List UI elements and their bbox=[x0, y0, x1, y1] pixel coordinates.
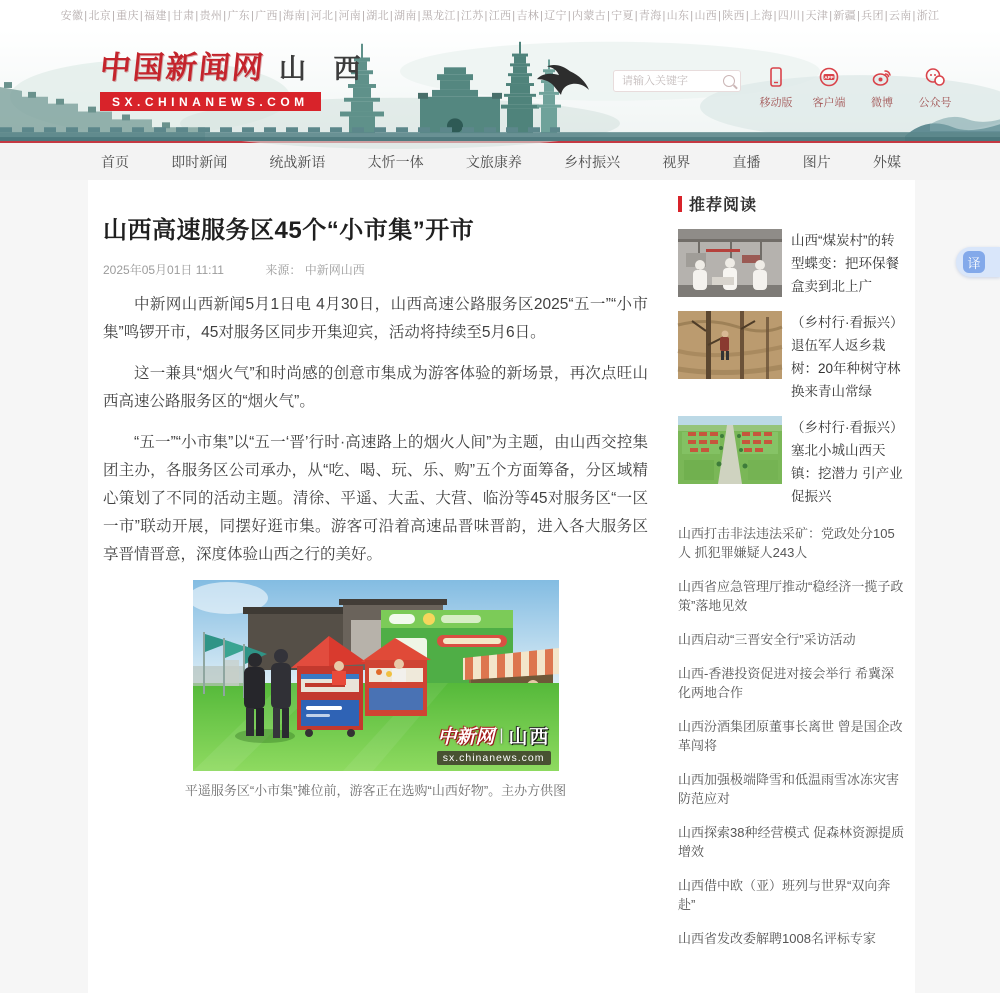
province-link[interactable]: 山西 bbox=[694, 10, 718, 22]
province-link[interactable]: 浙江 bbox=[916, 10, 940, 22]
watermark-region: 山西 bbox=[508, 727, 551, 748]
province-link[interactable]: 湖南 bbox=[394, 10, 417, 22]
section-accent-bar bbox=[678, 196, 682, 212]
weibo-icon bbox=[871, 66, 893, 88]
search-input[interactable] bbox=[622, 75, 723, 87]
province-link[interactable]: 内蒙古 bbox=[572, 10, 606, 22]
province-link[interactable]: 安徽 bbox=[60, 10, 84, 22]
watermark-logo: 中新网 bbox=[437, 727, 495, 748]
featured-thumbnail bbox=[678, 229, 782, 297]
app-icon bbox=[818, 66, 840, 88]
article-figure bbox=[193, 580, 559, 771]
featured-title: （乡村行·看振兴）塞北小城山西天镇：挖潜力 引产业 促振兴 bbox=[791, 420, 904, 504]
article-paragraph: 这一兼具“烟火气”和时尚感的创意市集成为游客体验的新场景，再次点旺山西高速公路服务区的“烟火气”。 bbox=[103, 365, 648, 410]
province-link[interactable]: 青海 bbox=[638, 10, 662, 22]
province-link[interactable]: 新疆 bbox=[833, 10, 856, 22]
forest-veteran-thumb bbox=[678, 311, 782, 379]
article-body bbox=[103, 291, 648, 569]
sidebar-link[interactable]: 山西探索38种经营模式 促森林资源提质增效 bbox=[678, 825, 905, 859]
province-link[interactable]: 辽宁 bbox=[544, 10, 567, 22]
quick-link-label: 客户端 bbox=[812, 97, 846, 109]
province-link[interactable]: 黑龙江 bbox=[421, 10, 456, 22]
content-area bbox=[88, 180, 915, 993]
nav-item[interactable]: 图片 bbox=[802, 153, 831, 170]
sidebar-link[interactable]: 山西启动“三晋安全行”采访活动 bbox=[678, 632, 856, 647]
article-paragraph: 中新网山西新闻5月1日电 4月30日，山西高速公路服务区2025“五一”“小市集”鸣锣开市，45对服务区同步开集迎宾，活动将持续至5月6日。 bbox=[103, 296, 648, 341]
sidebar-link[interactable]: 山西打击非法违法采矿：党政处分105人 抓犯罪嫌疑人243人 bbox=[678, 526, 895, 560]
province-link[interactable]: 甘肃 bbox=[171, 10, 195, 22]
featured-thumbnail bbox=[678, 416, 782, 484]
article-title: 山西高速服务区45个“小市集”开市 bbox=[103, 217, 475, 244]
province-link[interactable]: 上海 bbox=[750, 10, 773, 22]
featured-item[interactable] bbox=[678, 416, 905, 508]
article-meta bbox=[103, 261, 648, 278]
site-banner bbox=[0, 30, 1000, 143]
logo-domain-badge: SX.CHINANEWS.COM bbox=[100, 92, 321, 111]
nav-item[interactable]: 即时新闻 bbox=[171, 153, 228, 170]
nav-item[interactable]: 首页 bbox=[101, 153, 129, 170]
province-links: 安徽|北京|重庆|福建|甘肃|贵州|广东|广西|海南|河北|河南|湖北|湖南|黑龙江|江苏|江西|吉林|辽宁|内蒙古|宁夏|青海|山东|山西|陕西|上海|四川|天津|新疆|兵团|云南|浙江 bbox=[60, 10, 940, 22]
article-source: 中新网山西 bbox=[304, 263, 365, 277]
translate-button[interactable] bbox=[956, 247, 1000, 277]
mobile-version-button[interactable] bbox=[758, 66, 794, 110]
sidebar-link[interactable]: 山西省发改委解聘1008名评标专家 bbox=[678, 931, 876, 946]
quick-link-label: 公众号 bbox=[918, 97, 952, 109]
photo-watermark bbox=[437, 722, 551, 765]
aerial-village-thumb bbox=[678, 416, 782, 484]
province-link[interactable]: 河北 bbox=[310, 10, 334, 22]
wechat-official-button[interactable] bbox=[917, 66, 953, 110]
province-link[interactable]: 湖北 bbox=[366, 10, 389, 22]
province-link[interactable]: 兵团 bbox=[861, 10, 884, 22]
province-link[interactable]: 海南 bbox=[282, 10, 306, 22]
province-link[interactable]: 四川 bbox=[777, 10, 801, 22]
featured-title: 山西“煤炭村”的转型蝶变：把环保餐盒卖到北上广 bbox=[791, 233, 899, 294]
nav-item[interactable]: 外媒 bbox=[872, 153, 901, 170]
logo-wordmark: 中国新闻网 bbox=[98, 50, 267, 85]
sidebar-link[interactable]: 山西省应急管理厅推动“稳经济一揽子政策”落地见效 bbox=[678, 579, 904, 613]
sidebar-link[interactable]: 山西加强极端降雪和低温雨雪冰冻灾害防范应对 bbox=[678, 772, 900, 806]
featured-item[interactable] bbox=[678, 229, 905, 298]
logo-region: 山 西 bbox=[279, 54, 371, 84]
province-link[interactable]: 重庆 bbox=[116, 10, 139, 22]
wechat-icon bbox=[924, 66, 946, 88]
province-link[interactable]: 江苏 bbox=[460, 10, 484, 22]
province-link[interactable]: 宁夏 bbox=[611, 10, 634, 22]
province-link[interactable]: 北京 bbox=[88, 10, 112, 22]
nav-item[interactable]: 乡村振兴 bbox=[564, 153, 621, 170]
watermark-domain: sx.chinanews.com bbox=[437, 751, 551, 765]
translate-icon: 译 bbox=[963, 251, 985, 273]
province-link[interactable]: 山东 bbox=[666, 10, 690, 22]
province-link[interactable]: 广西 bbox=[255, 10, 278, 22]
featured-list bbox=[678, 229, 905, 508]
factory-workers-thumb bbox=[678, 229, 782, 297]
article bbox=[88, 180, 656, 963]
province-link[interactable]: 河南 bbox=[338, 10, 362, 22]
province-link[interactable]: 贵州 bbox=[199, 10, 223, 22]
province-link[interactable]: 天津 bbox=[805, 10, 829, 22]
article-date: 2025年05月01日 11:11 bbox=[103, 263, 224, 277]
province-link[interactable]: 云南 bbox=[888, 10, 912, 22]
featured-item[interactable] bbox=[678, 311, 905, 403]
svg-text:APP: APP bbox=[824, 74, 834, 80]
nav-item[interactable]: 文旅康养 bbox=[465, 153, 522, 170]
weibo-button[interactable] bbox=[864, 66, 900, 110]
main-nav bbox=[87, 143, 915, 180]
province-link[interactable]: 江西 bbox=[488, 10, 512, 22]
sidebar bbox=[656, 180, 915, 963]
mobile-icon bbox=[765, 66, 787, 88]
province-links-bar bbox=[0, 0, 1000, 30]
sidebar-link[interactable]: 山西借中欧（亚）班列与世界“双向奔赴” bbox=[678, 878, 891, 912]
nav-item[interactable]: 视界 bbox=[662, 153, 691, 170]
watermark-separator: | bbox=[499, 726, 504, 744]
featured-title: （乡村行·看振兴）退伍军人返乡栽树：20年种树守林 换来青山常绿 bbox=[791, 315, 904, 399]
sidebar-links bbox=[678, 524, 905, 948]
search-box[interactable] bbox=[613, 70, 741, 92]
nav-item[interactable]: 直播 bbox=[732, 153, 761, 170]
app-client-button[interactable] bbox=[811, 66, 847, 110]
province-link[interactable]: 广东 bbox=[227, 10, 250, 22]
province-link[interactable]: 吉林 bbox=[516, 10, 540, 22]
province-link[interactable]: 陕西 bbox=[722, 10, 745, 22]
figure-caption: 平遥服务区“小市集”摊位前，游客正在选购“山西好物”。主办方供图 bbox=[184, 783, 567, 798]
quick-link-label: 微博 bbox=[871, 97, 893, 109]
quick-link-label: 移动版 bbox=[759, 97, 793, 109]
main-nav-bar bbox=[0, 143, 1000, 180]
featured-thumbnail bbox=[678, 311, 782, 379]
source-label: 来源： bbox=[265, 263, 302, 277]
nav-item[interactable]: 太忻一体 bbox=[367, 153, 424, 170]
sidebar-link[interactable]: 山西-香港投资促进对接会举行 希冀深化两地合作 bbox=[678, 666, 894, 700]
search-icon[interactable] bbox=[723, 75, 735, 87]
section-title: 推荐阅读 bbox=[689, 197, 758, 214]
nav-item[interactable]: 统战新语 bbox=[269, 153, 326, 170]
recommended-reading-header bbox=[678, 192, 905, 215]
province-link[interactable]: 福建 bbox=[144, 10, 167, 22]
header-quick-links bbox=[758, 66, 953, 110]
sidebar-link[interactable]: 山西汾酒集团原董事长离世 曾是国企改革闯将 bbox=[678, 719, 903, 753]
site-logo[interactable] bbox=[100, 52, 371, 111]
article-paragraph: “五一”“小市集”以“五一‘晋’行时·高速路上的烟火人间”为主题，由山西交控集团主办，各服务区公司承办，从“吃、喝、玩、乐、购”五个方面筹备，分区域精心策划了不同的活动主题。清徐、平遥、大盂、大营、临汾等45对服务区“一区一市”联动开展，同摆好逛市集。游客可沿着高速品晋味晋韵，进入各大服务区享晋情晋意，深度体验山西之行的美好。 bbox=[103, 434, 648, 563]
